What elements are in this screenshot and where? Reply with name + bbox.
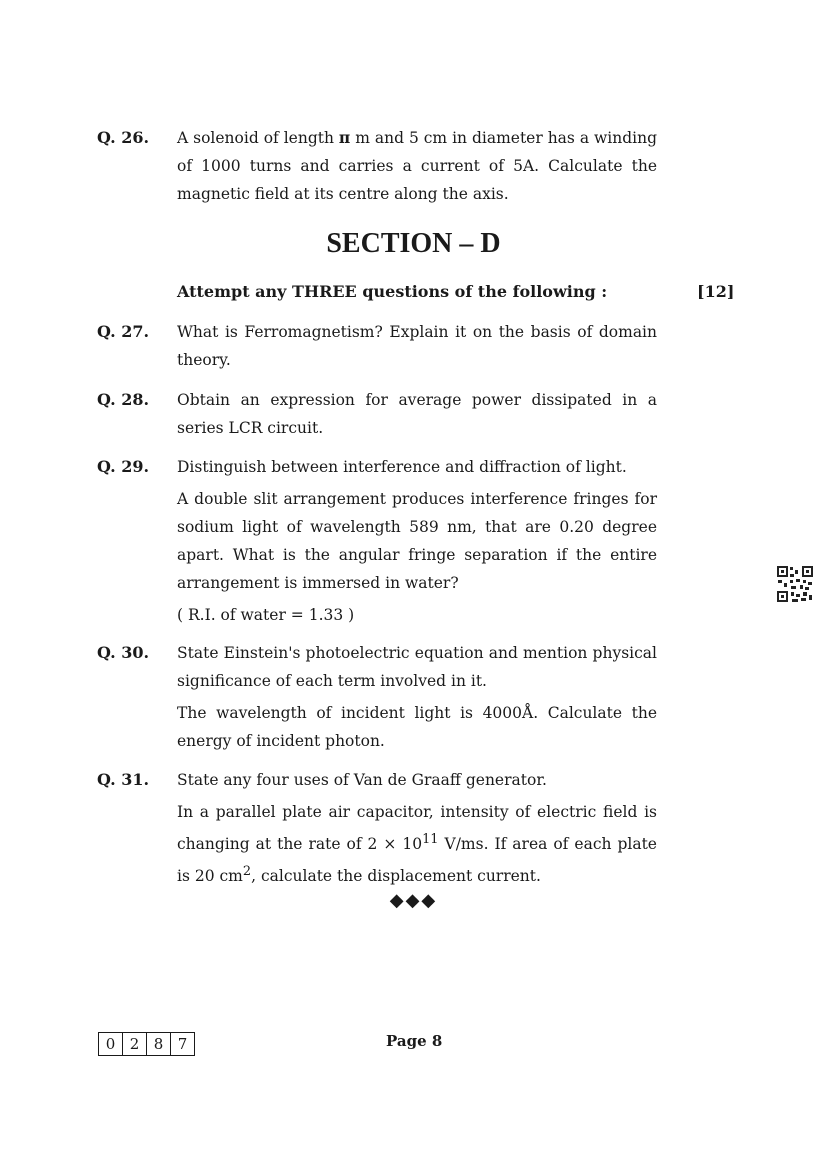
question-27 (97, 318, 657, 378)
question-30 (97, 639, 657, 759)
paper-code-boxes (98, 1032, 195, 1056)
question-number: Q. 31. (97, 770, 150, 789)
question-29 (97, 453, 657, 633)
page-number: Page 8 (386, 1032, 443, 1050)
question-text: State Einstein's photoelectric equation and mention physical significance of each term involved in it. (177, 644, 657, 690)
question-26 (97, 124, 657, 212)
paper-code-digit: 7 (177, 1035, 188, 1053)
end-of-paper-marker: ◆◆◆ (389, 890, 438, 911)
question-text: What is Ferromagnetism? Explain it on the basis of domain theory. (177, 323, 657, 369)
section-title: SECTION – D (326, 228, 501, 259)
paper-code-digit: 2 (123, 1033, 147, 1055)
question-number: Q. 28. (97, 390, 150, 409)
question-number: Q. 27. (97, 322, 150, 341)
question-text: State any four uses of Van de Graaff generator. (177, 771, 547, 789)
paper-code-digit: 0 (99, 1033, 123, 1055)
question-text: A solenoid of length π m and 5 cm in diameter has a winding of 1000 turns and carries a current of 5A. Calculate the magnetic field at its centre along the axis. (177, 128, 657, 203)
paper-code-digit: 8 (147, 1033, 171, 1055)
question-text: A double slit arrangement produces interference fringes for sodium light of wavelength 589 nm, that are 0.20 degree apart. What is the angular fringe separation if the entire arrangement is immersed in water? (177, 490, 657, 592)
question-note: ( R.I. of water = 1.33 ) (177, 606, 355, 624)
section-instruction: Attempt any THREE questions of the following : (177, 282, 608, 301)
question-text: Obtain an expression for average power dissipated in a series LCR circuit. (177, 391, 657, 437)
qr-code-icon (776, 565, 814, 603)
section-marks: [12] (697, 282, 735, 301)
question-text: In a parallel plate air capacitor, intensity of electric field is changing at the rate of $2 \times 10^{11}$ V/ms. If area of each plate is 20 $cm^2$, calculate the displacement current. (177, 803, 657, 886)
question-number: Q. 30. (97, 643, 150, 662)
question-text: Distinguish between interference and diffraction of light. (177, 458, 627, 476)
question-number: Q. 29. (97, 457, 150, 476)
question-text: The wavelength of incident light is 4000Å. Calculate the energy of incident photon. (177, 704, 657, 750)
question-number: Q. 26. (97, 128, 150, 147)
question-28 (97, 386, 657, 446)
question-31 (97, 766, 657, 894)
